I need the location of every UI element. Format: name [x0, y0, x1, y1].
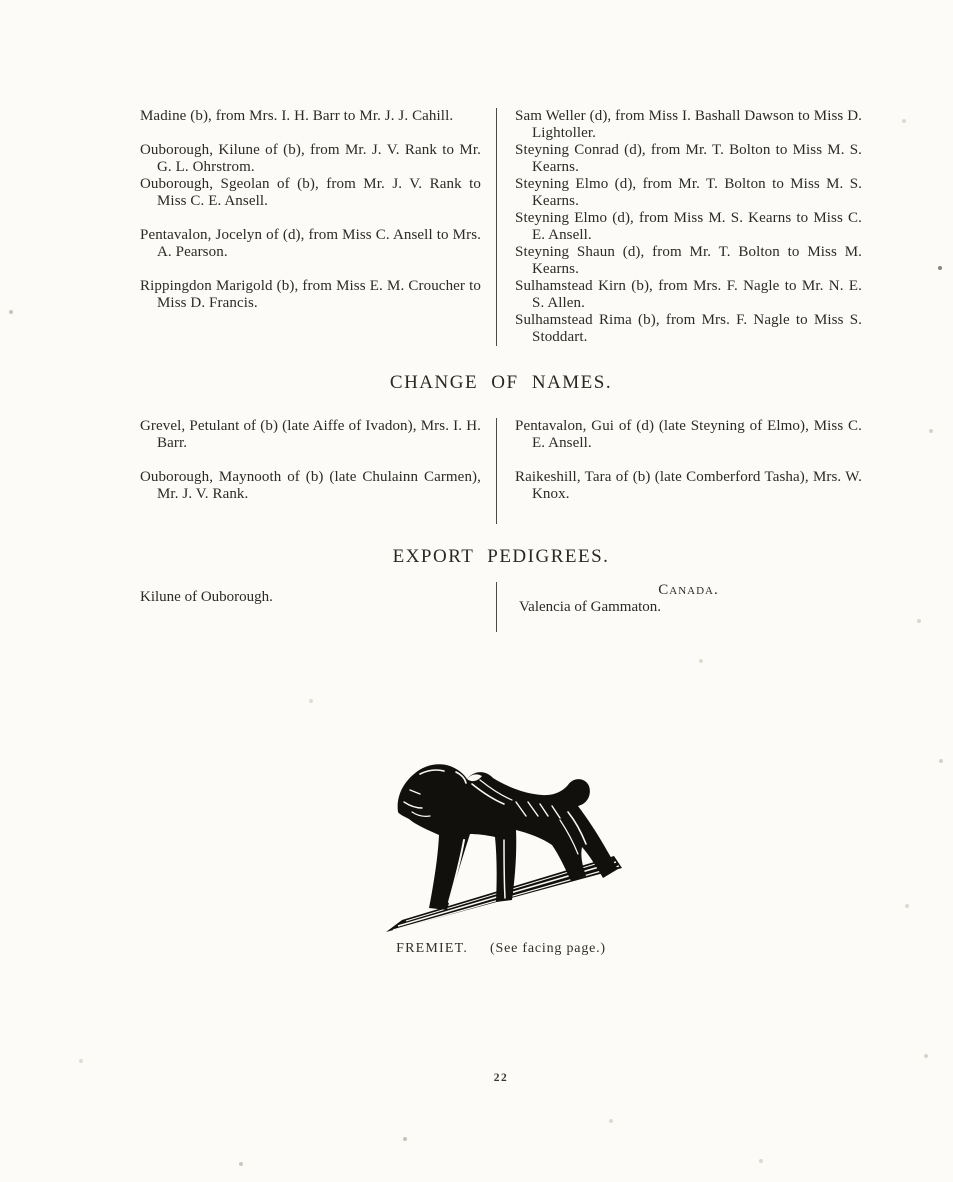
transfer-entry: Rippingdon Marigold (b), from Miss E. M. Croucher to Miss D. Francis.: [140, 278, 481, 311]
transfer-entry: Steyning Elmo (d), from Mr. T. Bolton to Miss M. S. Kearns.: [515, 176, 862, 209]
caption-note: (See facing page.): [490, 941, 606, 956]
transfer-entry: Ouborough, Kilune of (b), from Mr. J. V. Rank to Mr. G. L. Ohrstrom.: [140, 142, 481, 175]
change-of-names-heading: CHANGE OF NAMES.: [389, 372, 613, 393]
change-of-names-right-column: [515, 418, 862, 503]
transfer-entry: Steyning Shaun (d), from Mr. T. Bolton to Miss M. Kearns.: [515, 244, 862, 277]
transfer-entry: Sulhamstead Rima (b), from Mrs. F. Nagle to Miss S. Stoddart.: [515, 312, 862, 345]
transfer-entry: Pentavalon, Jocelyn of (d), from Miss C. Ansell to Mrs. A. Pearson.: [140, 227, 481, 260]
country-heading: Canada.: [658, 582, 719, 598]
page-number: 22: [493, 1072, 509, 1084]
export-left-column: [140, 582, 481, 606]
name-change-entry: Ouborough, Maynooth of (b) (late Chulainn Carmen), Mr. J. V. Rank.: [140, 469, 481, 502]
illustration-caption: [140, 941, 862, 957]
transfer-entry: Sam Weller (d), from Miss I. Bashall Dawson to Miss D. Lightoller.: [515, 108, 862, 141]
name-change-entry: Pentavalon, Gui of (d) (late Steyning of Elmo), Miss C. E. Ansell.: [515, 418, 862, 451]
transfers-right-column: [515, 108, 862, 346]
name-change-entry: Raikeshill, Tara of (b) (late Comberford Tasha), Mrs. W. Knox.: [515, 469, 862, 502]
change-of-names-section: [140, 418, 862, 524]
export-pedigrees-section: [140, 582, 862, 632]
transfer-entry: Steyning Elmo (d), from Miss M. S. Kearns to Miss C. E. Ansell.: [515, 210, 862, 243]
transfer-entry: Steyning Conrad (d), from Mr. T. Bolton to Miss M. S. Kearns.: [515, 142, 862, 175]
transfers-left-column: [140, 108, 481, 312]
caption-artist-name: FREMIET.: [396, 941, 469, 956]
transfer-entry: Ouborough, Sgeolan of (b), from Mr. J. V. Rank to Miss C. E. Ansell.: [140, 176, 481, 209]
column-divider: [496, 582, 497, 632]
transfer-entry: Madine (b), from Mrs. I. H. Barr to Mr. J. J. Cahill.: [140, 108, 454, 124]
export-pedigrees-heading: EXPORT PEDIGREES.: [392, 546, 610, 567]
export-entry: Kilune of Ouborough.: [140, 589, 273, 605]
export-entry: Valencia of Gammaton.: [519, 599, 662, 615]
name-change-entry: Grevel, Petulant of (b) (late Aiffe of Ivadon), Mrs. I. H. Barr.: [140, 418, 481, 451]
scan-noise: [0, 0, 2, 2]
dog-statue-image: [376, 750, 630, 940]
column-divider: [496, 418, 497, 524]
transfer-entry: Sulhamstead Kirn (b), from Mrs. F. Nagle to Mr. N. E. S. Allen.: [515, 278, 862, 311]
export-right-column: [515, 582, 862, 616]
change-of-names-left-column: [140, 418, 481, 503]
transfers-section: [140, 108, 862, 346]
dog-woodcut-illustration: [376, 750, 630, 940]
column-divider: [496, 108, 497, 346]
